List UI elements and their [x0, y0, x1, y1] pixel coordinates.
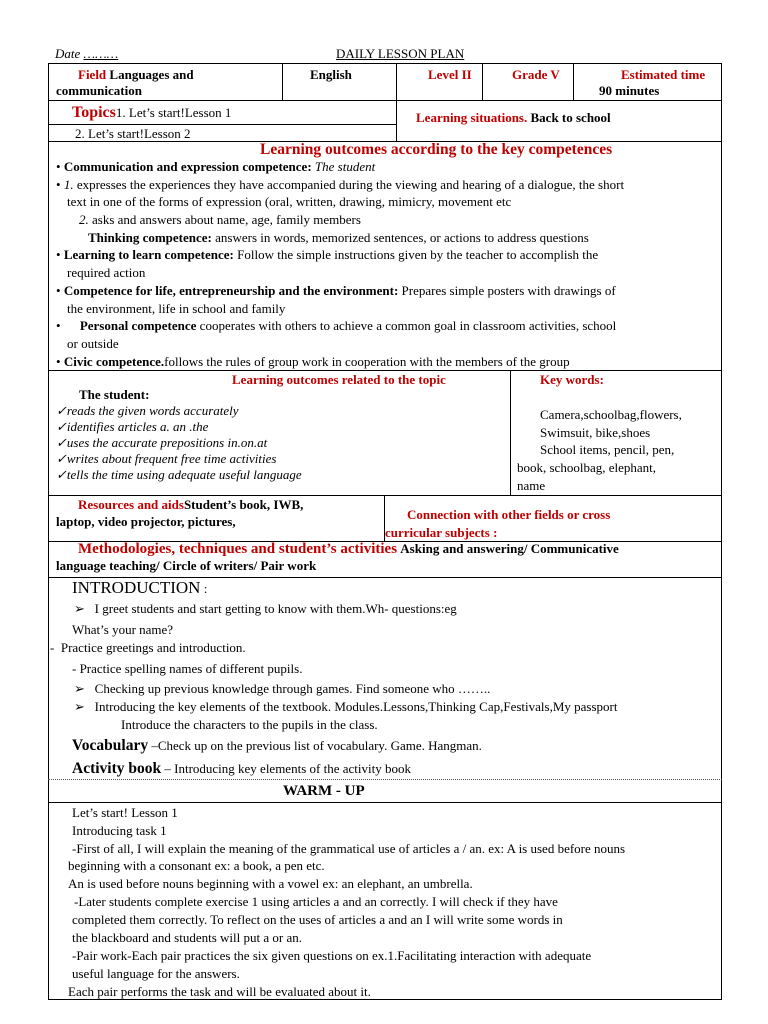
- vocabulary-line: Vocabulary –Check up on the previous list of vocabulary. Game. Hangman.: [72, 737, 482, 754]
- keywords-line: School items, pencil, pen,: [540, 442, 675, 457]
- warmup-line: Let’s start! Lesson 1: [72, 805, 178, 820]
- intro-line-2: What’s your name?: [72, 622, 174, 637]
- time-value: 90 minutes: [599, 83, 660, 98]
- competences-heading: Learning outcomes according to the key competences: [260, 141, 613, 158]
- competence-thinking: Thinking competence: answers in words, memorized sentences, or actions to address questions: [88, 230, 589, 245]
- learning-situations: Learning situations. Back to school: [416, 110, 611, 125]
- warmup-line: -Later students complete exercise 1 using articles a and an correctly. I will check if they have: [74, 894, 558, 909]
- warmup-line: beginning with a consonant ex: a book, a pen etc.: [68, 858, 325, 873]
- keywords-line: name: [517, 478, 546, 493]
- resources-line-1: Resources and aidsStudent’s book, IWB,: [78, 497, 304, 512]
- methods-line-2: language teaching/ Circle of writers/ Pair work: [56, 558, 317, 573]
- competence-communication: • Communication and expression competence: The student: [56, 159, 376, 174]
- outcome-item: ✓reads the given words accurately: [56, 403, 239, 418]
- keywords-line: book, schoolbag, elephant,: [517, 460, 656, 475]
- intro-line-5: ➢ Checking up previous knowledge through games. Find someone who ……..: [74, 681, 491, 696]
- grade-cell: Grade V: [512, 67, 560, 82]
- outcome-item: ✓tells the time using adequate useful language: [56, 467, 302, 482]
- page-title: DAILY LESSON PLAN: [336, 46, 465, 61]
- warmup-heading: WARM - UP: [283, 783, 365, 799]
- activity-book-line: Activity book – Introducing key elements of the activity book: [72, 760, 411, 777]
- warmup-line: -First of all, I will explain the meaning of the grammatical use of articles a / an. ex: A is used before nouns: [72, 841, 626, 856]
- warmup-line: completed them correctly. To reflect on the uses of articles a and an I will write some words in: [72, 912, 563, 927]
- introduction-heading: INTRODUCTION :: [72, 578, 208, 597]
- field-cell: Field Languages and: [78, 67, 194, 82]
- date-label: Date ………: [55, 46, 119, 61]
- competence-personal: • Personal competence cooperates with others to achieve a common goal in classroom activities, school: [56, 318, 617, 333]
- warmup-line: the blackboard and students will put a or an.: [72, 930, 302, 945]
- intro-line-4: - Practice spelling names of different pupils.: [72, 661, 303, 676]
- methods-line-1: Methodologies, techniques and student’s activities Asking and answering/ Communicative: [78, 541, 619, 557]
- topics-line-2: 2. Let’s start!Lesson 2: [75, 126, 191, 141]
- keywords-label: Key words:: [540, 372, 604, 387]
- warmup-line: Each pair performs the task and will be evaluated about it.: [68, 984, 371, 999]
- competence-learning: • Learning to learn competence: Follow the simple instructions given by the teacher to accomplish the: [56, 247, 599, 262]
- level-cell: Level II: [428, 67, 472, 82]
- connection-label-cont: curricular subjects :: [385, 525, 498, 540]
- competence-item-1: • 1. expresses the experiences they have accompanied during the viewing and hearing of a dialogue, the short: [56, 177, 625, 192]
- warmup-line: useful language for the answers.: [72, 966, 240, 981]
- connection-label: Connection with other fields or cross: [407, 507, 611, 522]
- keywords-line: Swimsuit, bike,shoes: [540, 425, 651, 440]
- topics-line-1: Topics1. Let’s start!Lesson 1: [72, 104, 232, 121]
- warmup-line: -Pair work-Each pair practices the six given questions on ex.1.Facilitating interaction with adequate: [72, 948, 592, 963]
- outcome-item: ✓writes about frequent free time activities: [56, 451, 277, 466]
- intro-line-7: Introduce the characters to the pupils in the class.: [121, 717, 378, 732]
- field-cell-cont: communication: [56, 83, 142, 98]
- intro-line-1: ➢ I greet students and start getting to know with them.Wh- questions:eg: [74, 601, 457, 616]
- time-label: Estimated time: [621, 67, 706, 82]
- intro-line-3: - Practice greetings and introduction.: [50, 640, 246, 655]
- warmup-line: An is used before nouns beginning with a vowel ex: an elephant, an umbrella.: [68, 876, 473, 891]
- keywords-line: Camera,schoolbag,flowers,: [540, 407, 682, 422]
- outcomes-list: [56, 403, 302, 483]
- competence-civic: • Civic competence.follows the rules of group work in cooperation with the members of the group: [56, 354, 570, 369]
- intro-line-6: ➢ Introducing the key elements of the textbook. Modules.Lessons,Thinking Cap,Festivals,My passport: [74, 699, 618, 714]
- competence-item-1-cont: text in one of the forms of expression (oral, written, drawing, mimicry, movement etc: [67, 194, 512, 209]
- outcomes-heading: Learning outcomes related to the topic: [232, 372, 446, 387]
- outcomes-student: The student:: [79, 387, 150, 402]
- competence-learning-cont: required action: [67, 265, 146, 280]
- warmup-line: Introducing task 1: [72, 823, 167, 838]
- subject-cell: English: [310, 67, 352, 82]
- competence-personal-cont: or outside: [67, 336, 119, 351]
- competence-life: • Competence for life, entrepreneurship and the environment: Prepares simple posters with drawings of: [56, 283, 616, 298]
- competence-item-2: 2. asks and answers about name, age, family members: [79, 212, 361, 227]
- resources-line-2: laptop, video projector, pictures,: [56, 514, 236, 529]
- outcome-item: ✓identifies articles a. an .the: [56, 419, 209, 434]
- outcome-item: ✓uses the accurate prepositions in.on.at: [56, 435, 268, 450]
- competence-life-cont: the environment, life in school and family: [67, 301, 286, 316]
